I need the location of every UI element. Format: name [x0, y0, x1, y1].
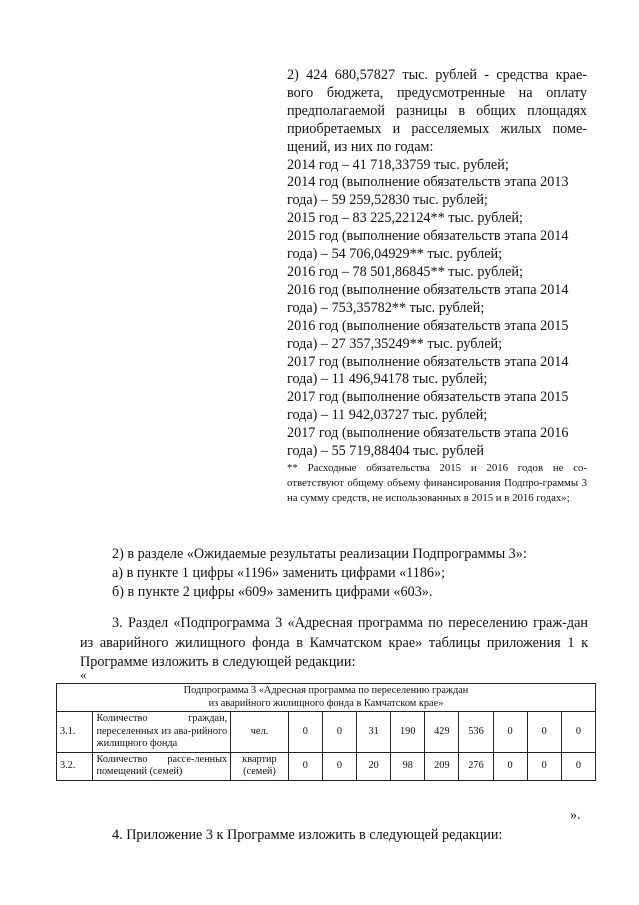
funding-line: 2015 год – 83 225,22124** тыс. рублей; — [287, 210, 523, 227]
table-header-row — [57, 684, 596, 712]
funding-line: приобретаемых и расселяемых жилых поме- — [287, 120, 587, 137]
row-indicator: Количество рассе-ленных помещений (семей) — [93, 752, 231, 780]
table-title-line: из аварийного жилищного фонда в Камчатском крае» — [208, 697, 444, 709]
row-value: 0 — [527, 752, 561, 780]
funding-line: года) – 11 496,94178 тыс. рублей; — [287, 371, 488, 388]
row-value: 98 — [391, 752, 425, 780]
section-3-paragraph: 3. Раздел «Подпрограмма 3 «Адресная программа по переселению граж-дан из аварийного жилищного фонда в Камчатском крае» таблицы приложения 1 к Программе изложить в следующей редакции: — [80, 615, 588, 670]
subprogram-table — [56, 683, 596, 781]
row-unit: квартир (семей) — [231, 752, 289, 780]
row-number: 3.1. — [57, 712, 93, 753]
row-value: 0 — [493, 752, 527, 780]
quote-close-mark: ». — [570, 808, 581, 823]
table-title — [57, 684, 596, 712]
funding-line: 2) 424 680,57827 тыс. рублей - средства крае- — [287, 67, 587, 83]
row-value: 20 — [357, 752, 391, 780]
funding-line: 2017 год (выполнение обязательств этапа 2015 — [287, 389, 569, 406]
footnote: ** Расходные обязательства 2015 и 2016 годов не со-ответствуют общему объему финансирования Подпро-граммы 3 на сумму средств, не использованных в 2015 и в 2016 годах»; — [287, 462, 587, 505]
quote-open-mark: « — [80, 667, 87, 682]
row-value: 0 — [288, 752, 322, 780]
funding-line: года) – 27 357,35249** тыс. рублей; — [287, 335, 503, 352]
funding-line: 2015 год (выполнение обязательств этапа 2014 — [287, 228, 569, 245]
row-number: 3.2. — [57, 752, 93, 780]
row-value: 209 — [425, 752, 459, 780]
funding-text-block — [287, 67, 587, 461]
funding-line: предполагаемой разницы в общих площадях — [287, 102, 587, 119]
funding-line: года) – 11 942,03727 тыс. рублей; — [287, 407, 488, 424]
table-title-line: Подпрограмма 3 «Адресная программа по переселению граждан — [183, 685, 469, 696]
funding-line: щений, из них по годам: — [287, 138, 434, 155]
section-2-item-b: б) в пункте 2 цифры «609» заменить цифрами «603». — [112, 584, 433, 600]
row-value: 190 — [391, 712, 425, 753]
section-2-heading: 2) в разделе «Ожидаемые результаты реализации Подпрограммы 3»: — [112, 546, 527, 562]
section-4-paragraph: 4. Приложение 3 к Программе изложить в следующей редакции: — [112, 827, 503, 843]
section-2-item-a: а) в пункте 1 цифры «1196» заменить цифрами «1186»; — [112, 565, 446, 581]
funding-line: 2014 год (выполнение обязательств этапа 2013 — [287, 174, 569, 191]
row-value: 0 — [561, 752, 595, 780]
row-value: 276 — [459, 752, 493, 780]
row-value: 0 — [493, 712, 527, 753]
row-value: 536 — [459, 712, 493, 753]
funding-line: года) – 55 719,88404 тыс. рублей — [287, 443, 484, 460]
funding-line: вого бюджета, предусмотренные на оплату — [287, 84, 587, 101]
funding-line: года) – 54 706,04929** тыс. рублей; — [287, 246, 503, 263]
row-indicator: Количество граждан, переселенных из ава-рийного жилищного фонда — [93, 712, 231, 753]
funding-line: 2016 год (выполнение обязательств этапа 2015 — [287, 317, 569, 334]
row-value: 0 — [322, 752, 356, 780]
funding-line: 2016 год – 78 501,86845** тыс. рублей; — [287, 263, 523, 280]
row-value: 429 — [425, 712, 459, 753]
row-value: 0 — [322, 712, 356, 753]
funding-line: года) – 753,35782** тыс. рублей; — [287, 299, 485, 316]
funding-line: 2017 год (выполнение обязательств этапа 2014 — [287, 353, 569, 370]
row-value: 0 — [527, 712, 561, 753]
row-value: 31 — [357, 712, 391, 753]
funding-line: 2017 год (выполнение обязательств этапа 2016 — [287, 425, 569, 442]
funding-line: 2016 год (выполнение обязательств этапа 2014 — [287, 281, 569, 298]
funding-line: года) – 59 259,52830 тыс. рублей; — [287, 192, 488, 209]
funding-line: 2014 год – 41 718,33759 тыс. рублей; — [287, 156, 509, 173]
row-unit: чел. — [231, 712, 289, 753]
table-row — [57, 752, 596, 780]
row-value: 0 — [288, 712, 322, 753]
row-value: 0 — [561, 712, 595, 753]
table-row — [57, 712, 596, 753]
